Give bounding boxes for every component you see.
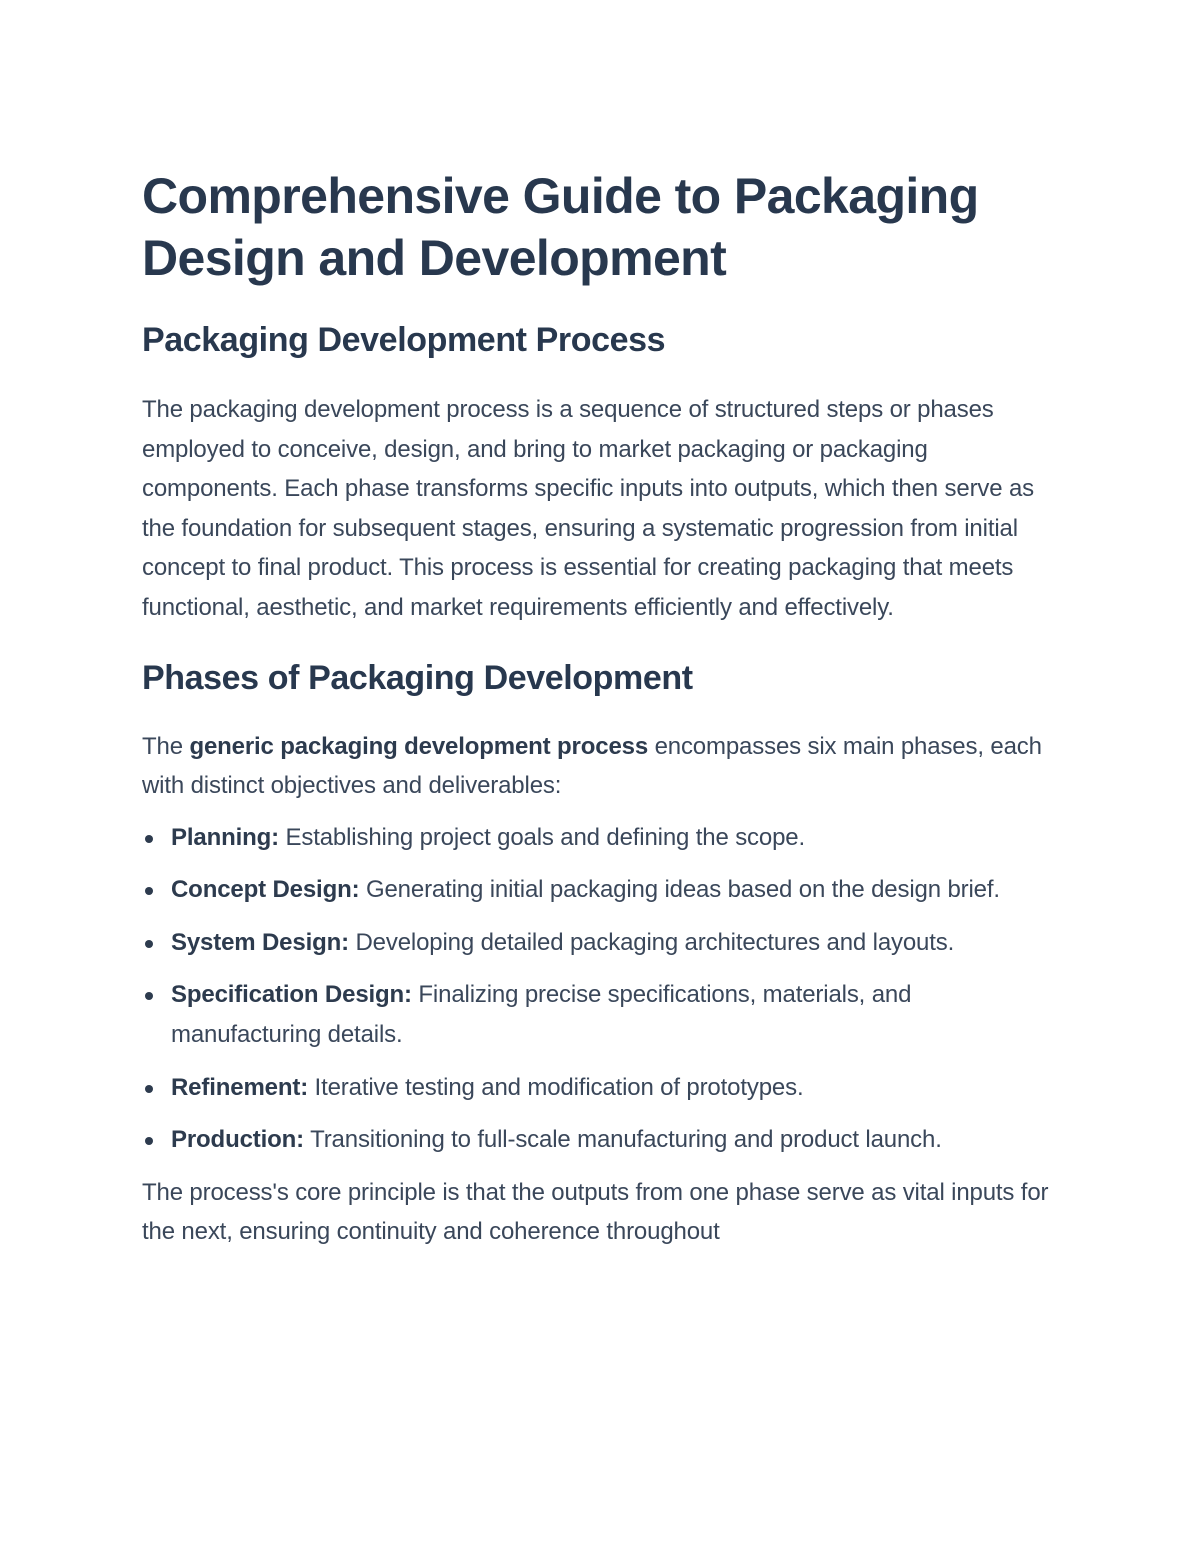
intro-suffix: encompasses six main phases, each with distinct objectives and deliverables:: [142, 732, 1042, 800]
document-title: Comprehensive Guide to Packaging Design and Development: [142, 168, 979, 286]
bullet-icon: [145, 887, 153, 895]
phase-description: Finalizing precise specifications, materials, and manufacturing details.: [171, 981, 912, 1049]
phase-name: Concept Design:: [171, 876, 360, 904]
bullet-icon: [145, 1085, 153, 1093]
list-item-refinement: [142, 1068, 1062, 1108]
phase-name: System Design:: [171, 928, 349, 956]
bullet-icon: [145, 1137, 153, 1145]
phase-name: Refinement:: [171, 1073, 309, 1101]
phase-name: Specification Design:: [171, 981, 412, 1009]
bullet-icon: [145, 940, 153, 948]
list-item-planning: [142, 818, 1062, 858]
intro-prefix: The: [142, 732, 190, 760]
list-item-concept-design: [142, 870, 1062, 910]
intro-bold-term: generic packaging development process: [189, 732, 649, 760]
section-heading-process: Packaging Development Process: [142, 321, 666, 359]
phase-description: Developing detailed packaging architectures and layouts.: [348, 928, 955, 956]
phase-description: Generating initial packaging ideas based on the design brief.: [359, 876, 1000, 904]
bullet-icon: [145, 835, 153, 843]
list-item-production: [142, 1120, 1062, 1160]
list-item-specification-design: [142, 975, 1062, 1055]
phase-name: Planning:: [171, 823, 279, 851]
phase-name: Production:: [171, 1126, 304, 1154]
bullet-icon: [145, 992, 153, 1000]
document-page: [142, 165, 1062, 1252]
list-item-system-design: [142, 923, 1062, 963]
phase-description: Iterative testing and modification of prototypes.: [308, 1073, 804, 1101]
phase-description: Establishing project goals and defining the scope.: [278, 823, 806, 851]
phase-description: Transitioning to full-scale manufacturing and product launch.: [304, 1126, 942, 1154]
process-paragraph: The packaging development process is a sequence of structured steps or phases employed to conceive, design, and bring to market packaging or packaging components. Each phase transforms specific inputs into outputs, which then serve as the foundation for subsequent stages, ensuring a systematic progression from initial concept to final product. This process is essential for creating packaging that meets functional, aesthetic, and market requirements efficiently and effectively.: [142, 396, 1035, 621]
phases-intro-paragraph: [142, 727, 1062, 806]
section-heading-phases: Phases of Packaging Development: [142, 658, 693, 697]
closing-paragraph: The process's core principle is that the outputs from one phase serve as vital inputs for the next, ensuring continuity and coherence throughout: [142, 1178, 1049, 1246]
phases-list: [142, 818, 1062, 1161]
